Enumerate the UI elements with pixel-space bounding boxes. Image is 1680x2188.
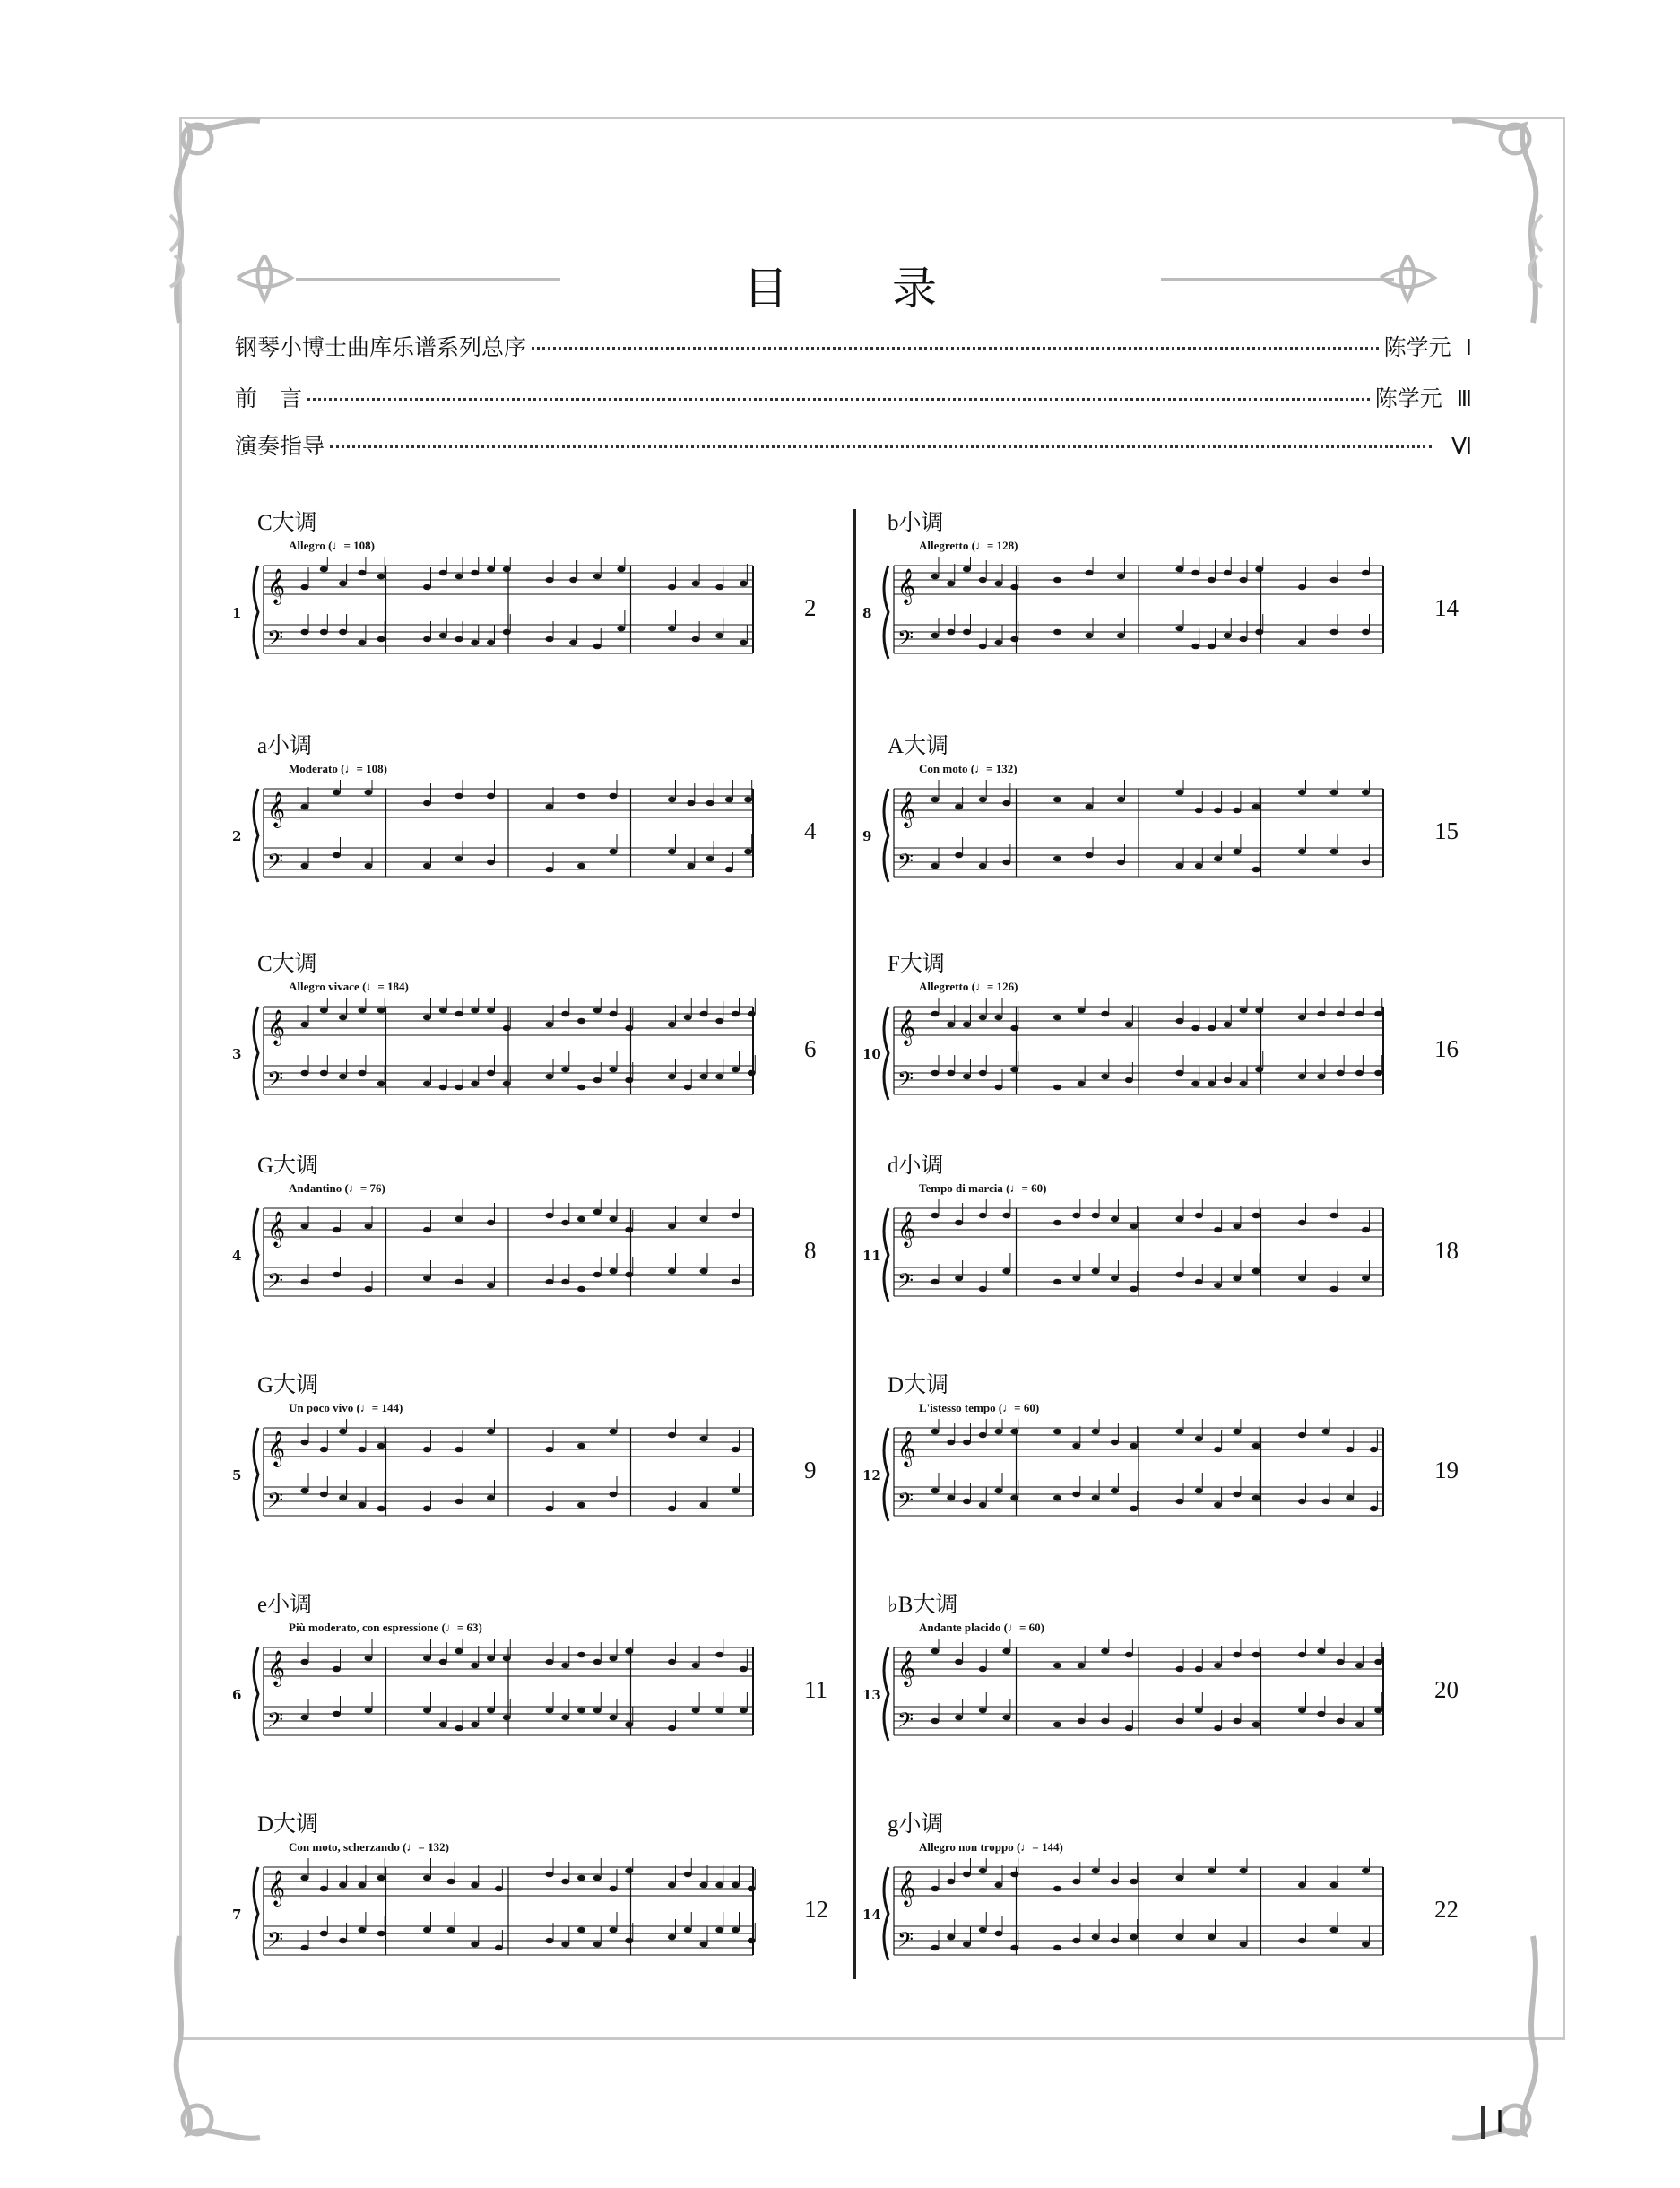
piece-number: 7 — [232, 1907, 242, 1923]
piece-number: 5 — [232, 1467, 242, 1483]
piece-page-number: 6 — [804, 1035, 817, 1062]
svg-text:𝄢: 𝄢 — [267, 1927, 284, 1957]
music-staff-system — [881, 1199, 1419, 1311]
svg-text:𝄞: 𝄞 — [897, 568, 916, 604]
tempo-marking: Con moto, scherzando (♩= 132) — [289, 1840, 449, 1854]
key-label: C大调 — [257, 511, 317, 535]
key-label: e小调 — [257, 1593, 313, 1617]
svg-text:𝄞: 𝄞 — [267, 568, 286, 604]
key-label: G大调 — [257, 1373, 319, 1397]
svg-text:𝄢: 𝄢 — [897, 1488, 914, 1518]
piece-number: 14 — [862, 1907, 881, 1923]
piece-number: 2 — [232, 828, 242, 844]
piece-page-number: 9 — [804, 1457, 817, 1483]
svg-text:𝄞: 𝄞 — [267, 1650, 286, 1686]
tempo-marking: Con moto (♩= 132) — [919, 762, 1018, 775]
tempo-marking: Un poco vivo (♩= 144) — [289, 1401, 403, 1414]
piece-number: 12 — [862, 1467, 881, 1483]
music-staff-system — [251, 1858, 789, 1970]
toc-label: 钢琴小博士曲库乐谱系列总序 — [235, 334, 527, 360]
svg-text:𝄞: 𝄞 — [897, 791, 916, 827]
svg-text:𝄢: 𝄢 — [897, 1708, 914, 1737]
svg-text:𝄢: 𝄢 — [267, 1268, 284, 1298]
title-ornament-right — [1372, 251, 1443, 305]
key-label: D大调 — [257, 1812, 319, 1837]
music-staff-system — [251, 780, 789, 892]
svg-text:𝄞: 𝄞 — [267, 1870, 286, 1906]
toc-entry[interactable] — [235, 330, 1472, 362]
key-label: F大调 — [888, 952, 945, 976]
toc-leader — [307, 398, 1370, 401]
piece-page-number: 4 — [804, 817, 817, 844]
corner-ornament-bottom-right — [1434, 1927, 1551, 2160]
music-staff-system — [251, 1199, 789, 1311]
svg-text:𝄢: 𝄢 — [897, 1927, 914, 1957]
svg-text:𝄞: 𝄞 — [897, 1009, 916, 1045]
tempo-marking: Andantino (♩= 76) — [289, 1181, 385, 1195]
music-staff-system — [881, 1419, 1419, 1531]
folio-number: Ⅰ — [1495, 2106, 1505, 2140]
tempo-marking: Allegro (♩= 108) — [289, 539, 375, 552]
toc-label: 演奏指导 — [235, 433, 325, 459]
piece-page-number: 20 — [1434, 1676, 1459, 1703]
piece-page-number: 12 — [804, 1896, 828, 1923]
tempo-marking: Tempo di marcia (♩= 60) — [919, 1181, 1047, 1195]
piece-page-number: 15 — [1434, 817, 1459, 844]
title-rule-right — [1161, 278, 1394, 281]
key-label: a小调 — [257, 734, 313, 758]
key-label: b小调 — [888, 511, 944, 535]
toc-author: 陈学元 — [1383, 334, 1451, 360]
piece-page-number: 2 — [804, 594, 817, 621]
piece-number: 6 — [232, 1687, 242, 1703]
tempo-marking: Allegro non troppo (♩= 144) — [919, 1840, 1063, 1854]
svg-text:𝄢: 𝄢 — [267, 1488, 284, 1518]
piece-page-number: 11 — [804, 1676, 827, 1703]
svg-text:𝄢: 𝄢 — [897, 1268, 914, 1298]
tempo-marking: L'istesso tempo (♩= 60) — [919, 1401, 1040, 1414]
toc-leader — [330, 445, 1432, 448]
toc-entry[interactable] — [235, 381, 1472, 413]
piece-page-number: 18 — [1434, 1237, 1459, 1264]
toc-leader — [532, 347, 1379, 350]
svg-text:𝄞: 𝄞 — [897, 1431, 916, 1466]
music-staff-system — [251, 1639, 789, 1751]
piece-number: 10 — [862, 1046, 881, 1062]
svg-text:𝄞: 𝄞 — [897, 1870, 916, 1906]
music-staff-system — [881, 1858, 1419, 1970]
key-label: ♭B大调 — [888, 1593, 958, 1617]
svg-text:𝄢: 𝄢 — [267, 626, 284, 655]
toc-label: 前 言 — [235, 385, 303, 411]
tempo-marking: Allegretto (♩= 128) — [919, 539, 1018, 552]
piece-number: 8 — [862, 605, 872, 621]
tempo-marking: Moderato (♩= 108) — [289, 762, 387, 775]
piece-number: 11 — [862, 1248, 881, 1264]
music-staff-system — [881, 1639, 1419, 1751]
svg-text:𝄢: 𝄢 — [267, 1067, 284, 1096]
piece-page-number: 8 — [804, 1237, 817, 1264]
key-label: g小调 — [888, 1812, 944, 1837]
tempo-marking: Più moderato, con espressione (♩= 63) — [289, 1621, 482, 1634]
key-label: d小调 — [888, 1154, 944, 1178]
piece-number: 3 — [232, 1046, 242, 1062]
piece-number: 1 — [232, 605, 242, 621]
piece-number: 9 — [862, 828, 872, 844]
piece-number: 13 — [862, 1687, 881, 1703]
key-label: A大调 — [888, 734, 949, 758]
svg-text:𝄢: 𝄢 — [267, 1708, 284, 1737]
svg-text:𝄞: 𝄞 — [897, 1650, 916, 1686]
music-staff-system — [881, 780, 1419, 892]
music-staff-system — [251, 557, 789, 669]
tempo-marking: Andante placido (♩= 60) — [919, 1621, 1044, 1634]
svg-text:𝄞: 𝄞 — [267, 1431, 286, 1466]
piece-page-number: 14 — [1434, 594, 1459, 621]
column-divider — [853, 509, 856, 1979]
svg-text:𝄢: 𝄢 — [897, 849, 914, 878]
music-staff-system — [251, 1419, 789, 1531]
key-label: D大调 — [888, 1373, 949, 1397]
key-label: C大调 — [257, 952, 317, 976]
toc-author: 陈学元 — [1374, 385, 1442, 411]
music-staff-system — [881, 557, 1419, 669]
page-title: 目 录 — [743, 263, 982, 315]
folio-bar — [1481, 2106, 1485, 2139]
music-staff-system — [881, 998, 1419, 1110]
svg-text:𝄢: 𝄢 — [267, 849, 284, 878]
tempo-marking: Allegretto (♩= 126) — [919, 980, 1018, 993]
svg-text:𝄞: 𝄞 — [897, 1211, 916, 1247]
toc-entry[interactable] — [235, 428, 1472, 461]
piece-page-number: 19 — [1434, 1457, 1459, 1483]
piece-page-number: 16 — [1434, 1035, 1459, 1062]
svg-text:𝄢: 𝄢 — [897, 626, 914, 655]
toc-page: Ⅲ — [1456, 387, 1472, 411]
svg-text:𝄢: 𝄢 — [897, 1067, 914, 1096]
svg-text:𝄞: 𝄞 — [267, 1009, 286, 1045]
svg-text:𝄞: 𝄞 — [267, 791, 286, 827]
toc-page: Ⅰ — [1465, 336, 1472, 360]
key-label: G大调 — [257, 1154, 319, 1178]
svg-text:𝄞: 𝄞 — [267, 1211, 286, 1247]
tempo-marking: Allegro vivace (♩= 184) — [289, 980, 409, 993]
piece-page-number: 22 — [1434, 1896, 1459, 1923]
music-staff-system — [251, 998, 789, 1110]
toc-page: Ⅵ — [1451, 435, 1472, 459]
piece-number: 4 — [232, 1248, 242, 1264]
